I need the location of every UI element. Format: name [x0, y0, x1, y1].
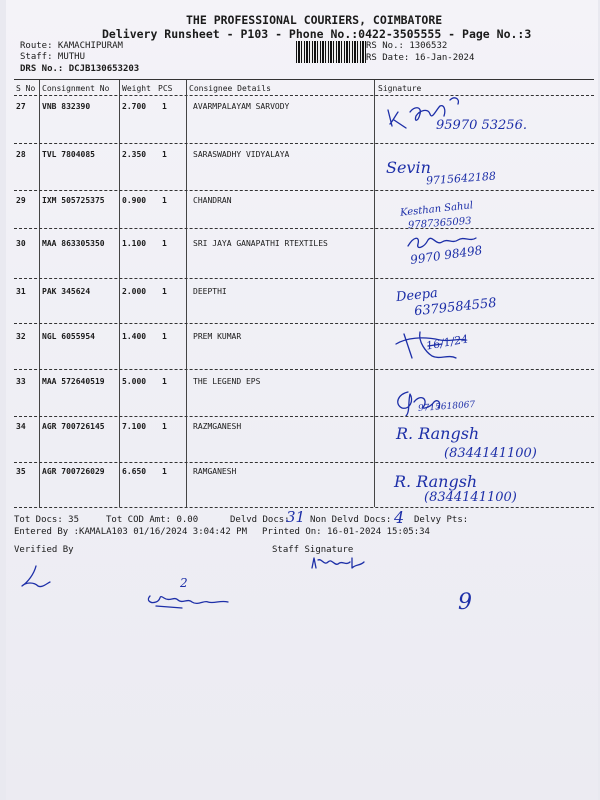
row-consignment: IXM 505725375 — [42, 196, 105, 205]
row-sno: 28 — [16, 150, 26, 159]
row-separator — [14, 190, 594, 191]
row-consignee: THE LEGEND EPS — [193, 377, 261, 386]
entered-by: Entered By :KAMALA103 01/16/2024 3:04:42 PM — [14, 527, 247, 537]
staff-signature-label: Staff Signature — [272, 545, 354, 555]
delivered-docs-count: 31 — [286, 508, 306, 526]
col-divider — [119, 80, 120, 507]
col-divider — [186, 80, 187, 507]
total-docs: Tot Docs: 35 — [14, 515, 80, 525]
total-cod: Tot COD Amt: 0.00 — [106, 515, 199, 525]
row-phone: 95970 53256. — [436, 118, 527, 133]
row-consignment: VNB 832390 — [42, 102, 91, 111]
handwritten-number: 2 — [180, 576, 188, 590]
signature-31-name: Deepa — [395, 285, 439, 306]
table-top-rule — [14, 79, 594, 80]
row-consignee: SARASWADHY VIDYALAYA — [193, 150, 290, 159]
rs-number: RS No.: 1306532 — [366, 41, 448, 51]
row-phone: 9787365093 — [407, 215, 472, 232]
drs-number: DRS No.: DCJB130653203 — [20, 64, 140, 74]
non-delivered-docs-count: 4 — [394, 508, 405, 527]
col-consignment: Consignment No — [42, 84, 110, 93]
company-name: THE PROFESSIONAL COURIERS, COIMBATORE — [186, 13, 443, 27]
verifier-initials — [142, 590, 242, 610]
row-separator — [14, 416, 594, 417]
row-pcs: 1 — [162, 239, 167, 248]
header-rule — [14, 95, 594, 96]
col-signature: Signature — [378, 84, 422, 93]
row-sno: 34 — [16, 422, 26, 431]
row-consignee: RAMGANESH — [193, 467, 237, 476]
row-pcs: 1 — [162, 150, 167, 159]
row-consignee: AVARMPALAYAM SARVODY — [193, 102, 290, 111]
row-weight: 0.900 — [122, 196, 147, 205]
row-pcs: 1 — [162, 332, 167, 341]
signature-30 — [404, 232, 494, 252]
row-phone: 16/1/24 — [425, 332, 470, 353]
handwritten-number: 9 — [458, 590, 472, 615]
col-pcs: PCS — [158, 84, 173, 93]
row-phone: 9715618067 — [417, 400, 476, 414]
row-phone: 9715642188 — [425, 169, 497, 188]
row-separator — [14, 369, 594, 370]
col-divider — [374, 80, 375, 507]
row-consignee: CHANDRAN — [193, 196, 232, 205]
row-separator — [14, 462, 594, 463]
row-weight: 7.100 — [122, 422, 147, 431]
delivered-docs-label: Delvd Docs: — [230, 515, 290, 525]
row-pcs: 1 — [162, 377, 167, 386]
row-separator — [14, 278, 594, 279]
row-phone: 9970 98498 — [409, 243, 484, 267]
runsheet-paper — [6, 0, 598, 800]
row-sno: 31 — [16, 287, 26, 296]
staff: Staff: MUTHU — [20, 52, 86, 62]
row-sno: 27 — [16, 102, 26, 111]
row-consignment: MAA 572640519 — [42, 377, 105, 386]
delivery-points: Delvy Pts: — [414, 515, 469, 525]
signature-32 — [392, 328, 472, 362]
row-consignment: AGR 700726029 — [42, 467, 105, 476]
row-pcs: 1 — [162, 287, 167, 296]
row-sno: 29 — [16, 196, 26, 205]
row-weight: 2.000 — [122, 287, 147, 296]
row-consignee: RAZMGANESH — [193, 422, 242, 431]
row-pcs: 1 — [162, 422, 167, 431]
row-consignment: MAA 863305350 — [42, 239, 105, 248]
rs-date: RS Date: 16-Jan-2024 — [366, 53, 475, 63]
row-phone: 6379584558 — [413, 295, 498, 320]
row-consignee: PREM KUMAR — [193, 332, 242, 341]
verified-by-label: Verified By — [14, 545, 74, 555]
runsheet-title: Delivery Runsheet - P103 - Phone No.:0422-3505555 - Page No.:3 — [102, 27, 532, 41]
row-consignee: SRI JAYA GANAPATHI RTEXTILES — [193, 239, 328, 248]
row-phone: (8344141100) — [424, 490, 517, 505]
col-weight: Weight — [122, 84, 151, 93]
signature-29-name: Kesthan Sahul — [399, 200, 474, 219]
row-weight: 1.400 — [122, 332, 147, 341]
row-pcs: 1 — [162, 467, 167, 476]
row-weight: 6.650 — [122, 467, 147, 476]
row-pcs: 1 — [162, 196, 167, 205]
row-sno: 30 — [16, 239, 26, 248]
row-pcs: 1 — [162, 102, 167, 111]
row-separator — [14, 323, 594, 324]
verifier-signature — [16, 562, 56, 592]
row-phone: (8344141100) — [444, 446, 537, 461]
staff-signature — [308, 556, 378, 572]
row-weight: 2.350 — [122, 150, 147, 159]
row-consignment: NGL 6055954 — [42, 332, 95, 341]
row-weight: 1.100 — [122, 239, 147, 248]
signature-33 — [390, 382, 450, 416]
row-consignment: PAK 345624 — [42, 287, 91, 296]
row-sno: 35 — [16, 467, 26, 476]
row-sno: 32 — [16, 332, 26, 341]
row-weight: 2.700 — [122, 102, 147, 111]
col-sno: S No — [16, 84, 36, 93]
route: Route: KAMACHIPURAM — [20, 41, 123, 51]
signature-28-name: Sevin — [386, 158, 431, 177]
row-sno: 33 — [16, 377, 26, 386]
row-separator — [14, 143, 594, 144]
col-divider — [39, 80, 40, 507]
printed-on: Printed On: 16-01-2024 15:05:34 — [262, 527, 430, 537]
non-delivered-docs-label: Non Delvd Docs: — [310, 515, 392, 525]
signature-27 — [384, 92, 474, 132]
signature-34-name: R. Rangsh — [396, 424, 480, 443]
row-consignment: AGR 700726145 — [42, 422, 105, 431]
row-consignment: TVL 7804085 — [42, 150, 95, 159]
row-weight: 5.000 — [122, 377, 147, 386]
barcode — [296, 41, 366, 63]
row-separator — [14, 228, 594, 229]
signature-35-name: R. Rangsh — [394, 472, 478, 491]
row-consignee: DEEPTHI — [193, 287, 227, 296]
col-consignee: Consignee Details — [189, 84, 271, 93]
